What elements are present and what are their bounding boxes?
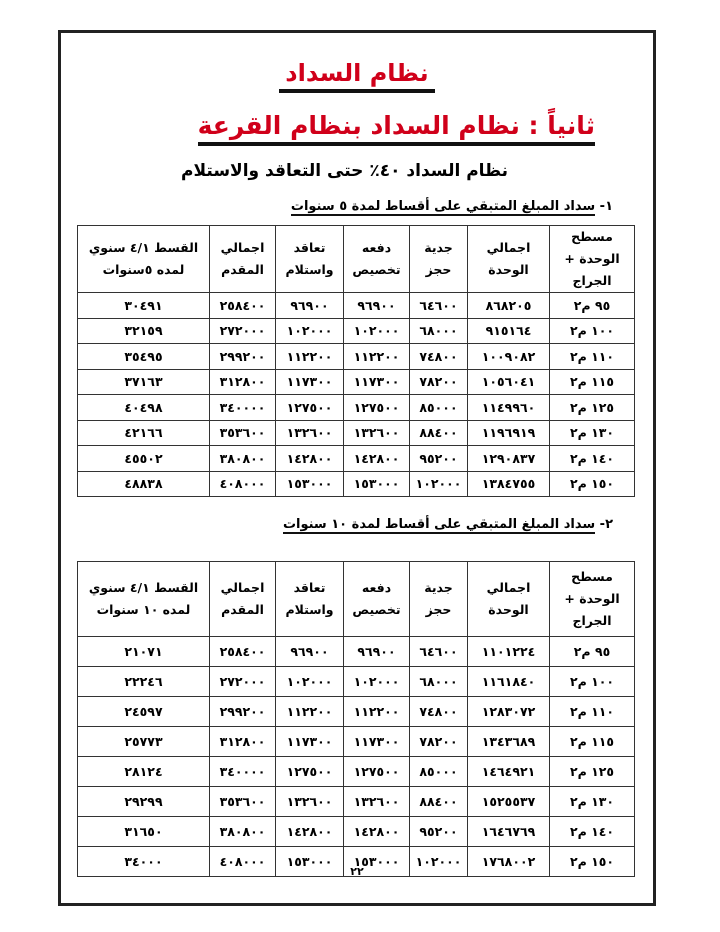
table-row: [78, 471, 635, 497]
table-cell: ١٢٧٥٠٠: [344, 757, 410, 787]
table-cell: ١٥٣٠٠٠: [344, 847, 410, 877]
column-header: دفعه تخصيص: [344, 226, 410, 293]
table-cell: ٣٤٠٠٠٠: [210, 395, 276, 421]
table-cell: ٣١٦٥٠: [78, 817, 210, 847]
table-cell: ٩٦٩٠٠: [276, 637, 344, 667]
table-cell: ٤٠٨٠٠٠: [210, 847, 276, 877]
table-cell: ١١٢٢٠٠: [344, 697, 410, 727]
table-cell: ٢٩٩٢٠٠: [210, 344, 276, 370]
table-cell: ٣١٢٨٠٠: [210, 727, 276, 757]
table-row: [78, 318, 635, 344]
table-cell: ٩٥٢٠٠: [410, 446, 468, 472]
table-cell: ١١٧٣٠٠: [276, 369, 344, 395]
table-cell: ١٣٢٦٠٠: [276, 420, 344, 446]
table-cell: ٤٢١٦٦: [78, 420, 210, 446]
table-cell: ٢٥٧٧٣: [78, 727, 210, 757]
section-1-number: ١-: [599, 199, 613, 214]
installments-table-5-years: [77, 225, 635, 497]
column-header: مسطح الوحدة + الجراج: [550, 562, 635, 637]
table-cell: ١٣٢٦٠٠: [344, 787, 410, 817]
table-cell: ١٥٣٠٠٠: [344, 471, 410, 497]
table-cell: ١٢٩٠٨٣٧: [468, 446, 550, 472]
table-row: [78, 787, 635, 817]
column-header: القسط ٤/١ سنوي لمده ٥سنوات: [78, 226, 210, 293]
column-header: دفعه تخصيص: [344, 562, 410, 637]
table-cell: ٣٨٠٨٠٠: [210, 817, 276, 847]
table-cell: ٨٥٠٠٠: [410, 395, 468, 421]
table-row: [78, 727, 635, 757]
table-cell: ٦٨٠٠٠: [410, 318, 468, 344]
table-cell: ١٠٢٠٠٠: [344, 667, 410, 697]
table-cell: ٤٠٨٠٠٠: [210, 471, 276, 497]
table-cell: ١٠٢٠٠٠: [344, 318, 410, 344]
table-cell: ١٥٣٠٠٠: [276, 847, 344, 877]
table-cell: ١١٥ م٢: [550, 727, 635, 757]
table-cell: ٢٩٩٢٠٠: [210, 697, 276, 727]
column-header: اجمالي الوحدة: [468, 562, 550, 637]
table-cell: ٨٦٨٢٠٥: [468, 293, 550, 319]
table-cell: ٣٠٤٩١: [78, 293, 210, 319]
table-cell: ٣٤٠٠٠: [78, 847, 210, 877]
table-cell: ١٤٠ م٢: [550, 446, 635, 472]
table-cell: ١٣٠ م٢: [550, 787, 635, 817]
table-cell: ٢٩٢٩٩: [78, 787, 210, 817]
table-cell: ٢٧٢٠٠٠: [210, 318, 276, 344]
section-1-heading: [291, 199, 613, 214]
table-cell: ١١٧٣٠٠: [276, 727, 344, 757]
table-cell: ١١٥ م٢: [550, 369, 635, 395]
table-cell: ١٣٨٤٧٥٥: [468, 471, 550, 497]
table-cell: ١١٠١٢٢٤: [468, 637, 550, 667]
column-header: القسط ٤/١ سنوي لمده ١٠ سنوات: [78, 562, 210, 637]
table-cell: ١٠٠ م٢: [550, 318, 635, 344]
table-cell: ١٢٧٥٠٠: [344, 395, 410, 421]
table-row: [78, 293, 635, 319]
section-2-heading: [283, 517, 613, 532]
table-cell: ٣٥٣٦٠٠: [210, 787, 276, 817]
column-header: جدية حجز: [410, 226, 468, 293]
page-subtitle: ثانياً : نظام السداد بنظام القرعة: [198, 111, 595, 140]
table-cell: ١٣٠ م٢: [550, 420, 635, 446]
table-cell: ٩٥٢٠٠: [410, 817, 468, 847]
table-row: [78, 667, 635, 697]
table-cell: ١٢٧٥٠٠: [276, 395, 344, 421]
table-cell: ١٠٠ م٢: [550, 667, 635, 697]
table-cell: ١٤٦٤٩٢١: [468, 757, 550, 787]
table-cell: ١٤٢٨٠٠: [276, 446, 344, 472]
table-cell: ٢٢٢٤٦: [78, 667, 210, 697]
table-cell: ٨٨٤٠٠: [410, 420, 468, 446]
table-row: [78, 637, 635, 667]
column-header: اجمالي المقدم: [210, 562, 276, 637]
table-cell: ١٠٢٠٠٠: [276, 318, 344, 344]
table-cell: ١٥٠ م٢: [550, 471, 635, 497]
table-row: [78, 344, 635, 370]
table-cell: ٤٨٨٣٨: [78, 471, 210, 497]
table-cell: ١٤٢٨٠٠: [276, 817, 344, 847]
table-cell: ١٣٤٣٦٨٩: [468, 727, 550, 757]
table-cell: ٩٦٩٠٠: [344, 293, 410, 319]
table-cell: ١١٢٢٠٠: [276, 344, 344, 370]
table-cell: ١٠٢٠٠٠: [410, 471, 468, 497]
table-cell: ٢٥٨٤٠٠: [210, 293, 276, 319]
column-header: مسطح الوحدة + الجراج: [550, 226, 635, 293]
table-cell: ٩٥ م٢: [550, 293, 635, 319]
table-cell: ٣٢١٥٩: [78, 318, 210, 344]
section-2-text: سداد المبلغ المتبقي على أقساط لمدة ١٠ سنوات: [282, 517, 596, 532]
table-cell: ١٠٠٩٠٨٢: [468, 344, 550, 370]
table-cell: ١٥٠ م٢: [550, 847, 635, 877]
table-cell: ١٤٠ م٢: [550, 817, 635, 847]
table-row: [78, 446, 635, 472]
column-header: تعاقد واستلام: [276, 562, 344, 637]
table-cell: ١٥٢٥٥٣٧: [468, 787, 550, 817]
table-row: [78, 420, 635, 446]
table-cell: ١١٢٢٠٠: [344, 344, 410, 370]
table-cell: ٤٥٥٠٢: [78, 446, 210, 472]
table-cell: ٩٦٩٠٠: [344, 637, 410, 667]
page-number: ٢٢: [350, 865, 364, 878]
table-cell: ١٣٢٦٠٠: [344, 420, 410, 446]
installments-table-10-years: [77, 561, 635, 877]
table-cell: ٧٤٨٠٠: [410, 344, 468, 370]
table-row: [78, 369, 635, 395]
table-cell: ٩٥ م٢: [550, 637, 635, 667]
table-cell: ٨٥٠٠٠: [410, 757, 468, 787]
table-cell: ٦٤٦٠٠: [410, 293, 468, 319]
column-header: تعاقد واستلام: [276, 226, 344, 293]
table-cell: ١٢٧٥٠٠: [276, 757, 344, 787]
table-cell: ١١٢٢٠٠: [276, 697, 344, 727]
table-row: [78, 395, 635, 421]
table-cell: ١٤٢٨٠٠: [344, 817, 410, 847]
table-cell: ٢٨١٢٤: [78, 757, 210, 787]
table-cell: ٧٤٨٠٠: [410, 697, 468, 727]
table-cell: ١٢٨٣٠٧٢: [468, 697, 550, 727]
table-cell: ١٥٣٠٠٠: [276, 471, 344, 497]
table-cell: ٦٨٠٠٠: [410, 667, 468, 697]
table-cell: ١١٠ م٢: [550, 697, 635, 727]
table-cell: ٢٤٥٩٧: [78, 697, 210, 727]
table-cell: ١١٧٣٠٠: [344, 727, 410, 757]
table-cell: ١٢٥ م٢: [550, 757, 635, 787]
table-cell: ١٤٢٨٠٠: [344, 446, 410, 472]
table-cell: ٣٤٠٠٠٠: [210, 757, 276, 787]
table-cell: ٣٥٤٩٥: [78, 344, 210, 370]
table-cell: ١٢٥ م٢: [550, 395, 635, 421]
table-cell: ١٦٤٦٧٦٩: [468, 817, 550, 847]
payment-system-line: نظام السداد ٤٠٪ حتى التعاقد والاستلام: [181, 161, 508, 181]
table-cell: ٢٧٢٠٠٠: [210, 667, 276, 697]
table-cell: ١٠٢٠٠٠: [276, 667, 344, 697]
table-cell: ٧٨٢٠٠: [410, 369, 468, 395]
table-cell: ٩٦٩٠٠: [276, 293, 344, 319]
table-cell: ٨٨٤٠٠: [410, 787, 468, 817]
table-cell: ١٣٢٦٠٠: [276, 787, 344, 817]
table-cell: ٦٤٦٠٠: [410, 637, 468, 667]
table-header-row: [78, 562, 635, 637]
table-cell: ٣٧١٦٣: [78, 369, 210, 395]
table-cell: ١١٤٩٩٦٠: [468, 395, 550, 421]
table-header-row: [78, 226, 635, 293]
column-header: جدية حجز: [410, 562, 468, 637]
table-cell: ٢٥٨٤٠٠: [210, 637, 276, 667]
table-cell: ٣١٢٨٠٠: [210, 369, 276, 395]
table-row: [78, 697, 635, 727]
table-row: [78, 817, 635, 847]
table-cell: ١١٧٣٠٠: [344, 369, 410, 395]
table-cell: ٣٨٠٨٠٠: [210, 446, 276, 472]
document-page: [58, 30, 656, 906]
table-cell: ١١٠ م٢: [550, 344, 635, 370]
table-cell: ١٠٥٦٠٤١: [468, 369, 550, 395]
table-cell: ٢١٠٧١: [78, 637, 210, 667]
page-title: نظام السداد: [61, 59, 653, 87]
table-cell: ٧٨٢٠٠: [410, 727, 468, 757]
table-cell: ١٠٢٠٠٠: [410, 847, 468, 877]
table-cell: ١١٦١٨٤٠: [468, 667, 550, 697]
table-row: [78, 757, 635, 787]
table-cell: ١٧٦٨٠٠٢: [468, 847, 550, 877]
table-cell: ١١٩٦٩١٩: [468, 420, 550, 446]
column-header: اجمالي الوحدة: [468, 226, 550, 293]
section-1-text: سداد المبلغ المتبقي على أقساط لمدة ٥ سنوات: [290, 199, 596, 214]
column-header: اجمالي المقدم: [210, 226, 276, 293]
table-cell: ٣٥٣٦٠٠: [210, 420, 276, 446]
table-cell: ٩١٥١٦٤: [468, 318, 550, 344]
section-2-number: ٢-: [599, 517, 613, 532]
table-cell: ٤٠٤٩٨: [78, 395, 210, 421]
